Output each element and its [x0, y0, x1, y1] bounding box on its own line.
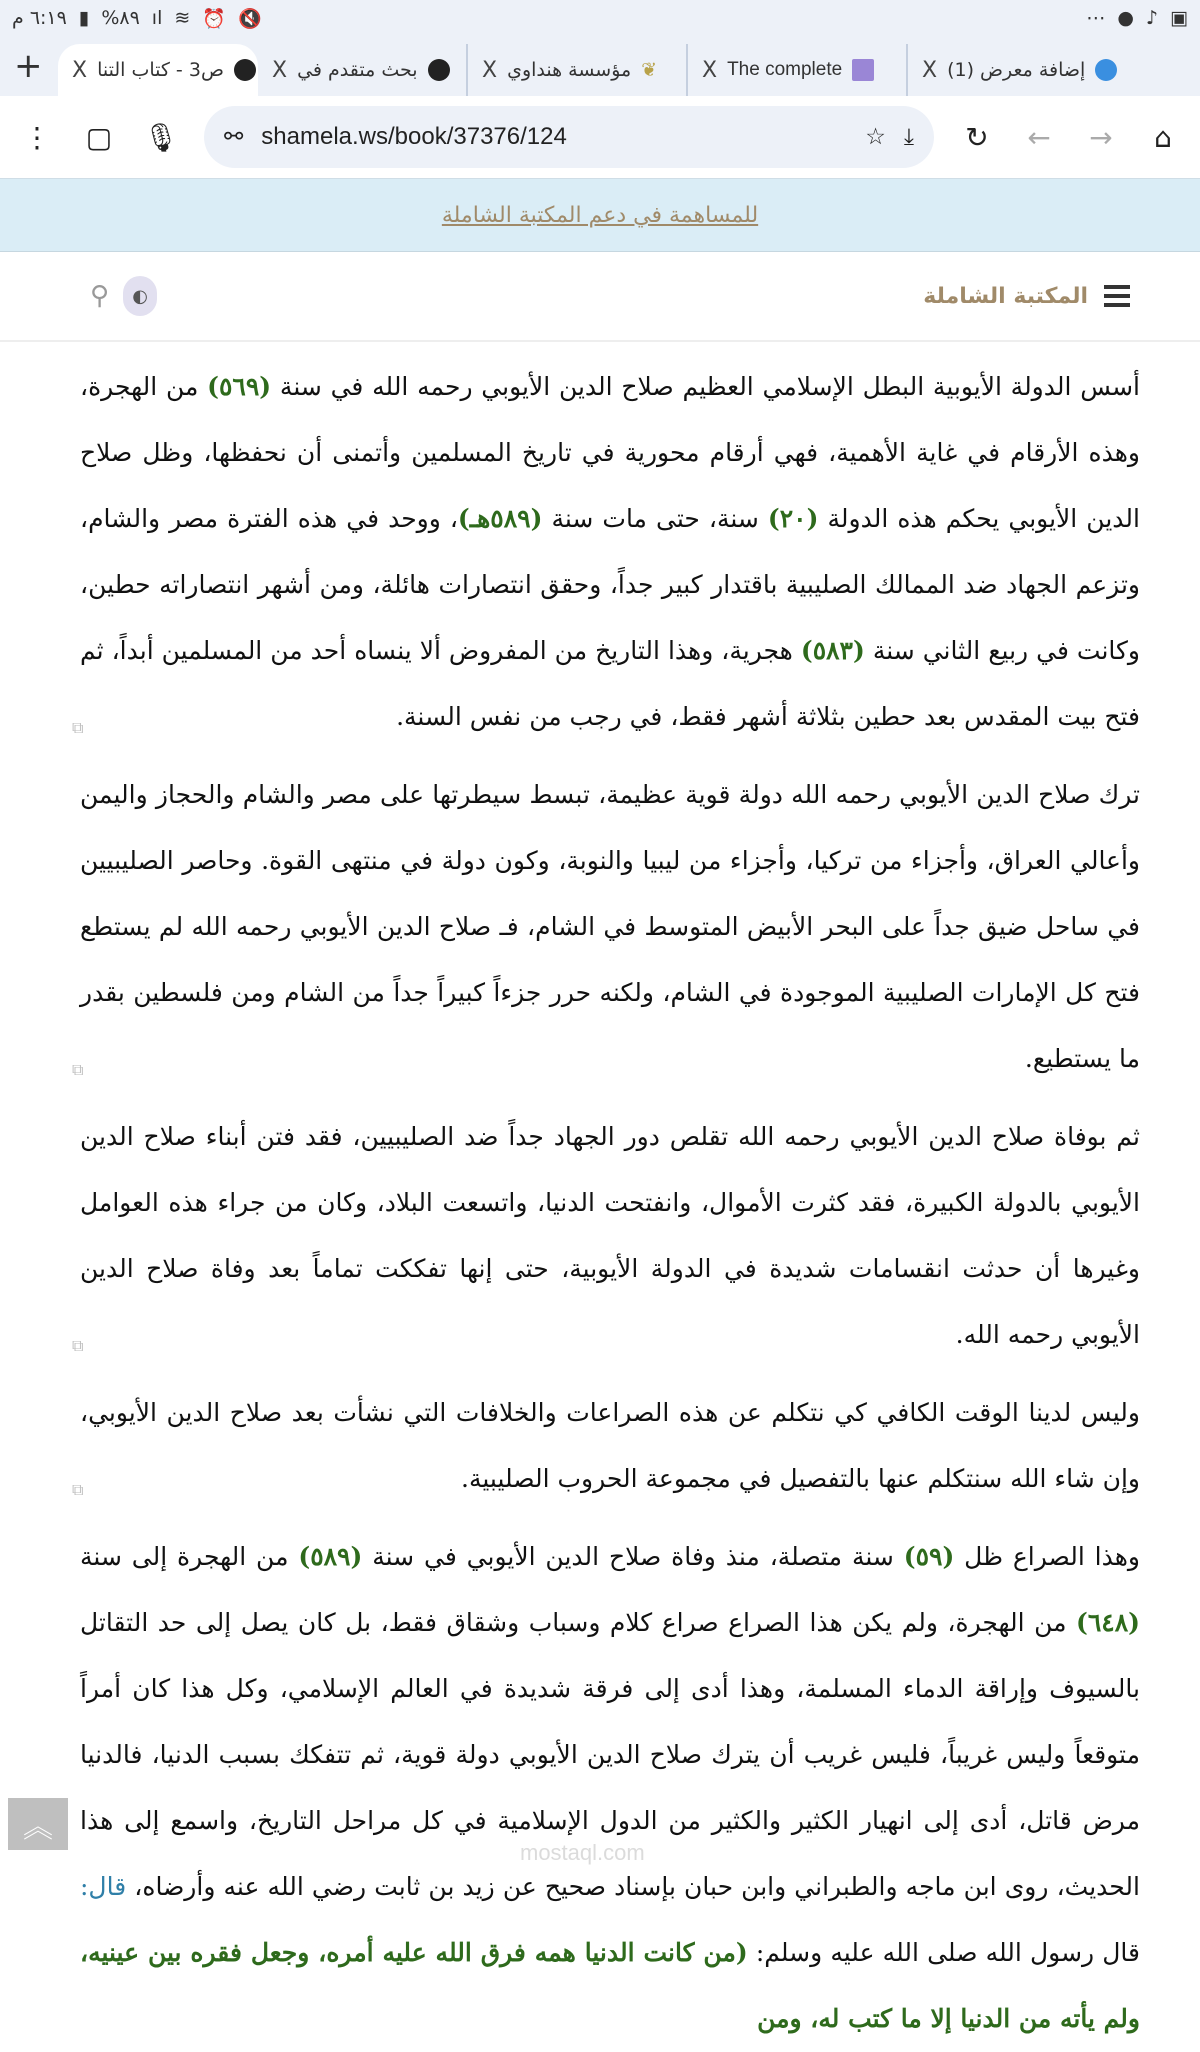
close-tab-icon[interactable]: X	[922, 57, 938, 83]
highlighted-text: (٦٤٨)	[1076, 1608, 1140, 1637]
support-banner	[0, 178, 1200, 252]
tab-label: مؤسسة هنداوي	[507, 59, 632, 81]
text-segment: هجرية، وهذا التاريخ من المفروض ألا ينساه أحد من المسلمين أبداً، ثم فتح بيت المقدس بعد حطين بثلاثة أشهر فقط، في رجب من نفس السنة.	[80, 636, 1140, 731]
tab-3[interactable]	[688, 44, 908, 96]
tab-label: ص3 - كتاب التنا	[97, 59, 224, 81]
tab-2[interactable]	[468, 44, 688, 96]
text-segment: سنة، حتى مات سنة	[542, 504, 768, 533]
close-tab-icon[interactable]: X	[482, 57, 498, 83]
text-segment: ، ووحد في هذه الفترة مصر والشام، وتزعم الجهاد ضد الممالك الصليبية باقتدار كبير جداً، وحقق انتصارات هائلة، ومن أشهر انتصاراته حطين، وكانت في ربيع الثاني سنة	[80, 504, 1140, 665]
copy-icon[interactable]: ⧉	[72, 1060, 84, 1079]
text-segment: قال رسول الله صلى الله عليه وسلم:	[747, 1938, 1140, 1967]
text-segment: سنة متصلة، منذ وفاة صلاح الدين الأيوبي في سنة	[362, 1542, 904, 1571]
bookmark-star-icon[interactable]: ☆	[865, 124, 886, 150]
site-favicon	[1095, 59, 1117, 81]
paragraph	[72, 762, 1140, 1092]
copy-icon[interactable]: ⧉	[72, 1336, 84, 1355]
highlighted-text: (٢٠)	[767, 504, 819, 533]
search-icon[interactable]: ⚲	[90, 281, 110, 311]
back-icon[interactable]: ←	[1027, 120, 1051, 154]
tiktok-icon: ♪	[1145, 7, 1159, 29]
reload-icon[interactable]: ↻	[965, 120, 989, 154]
wifi-icon: ≋	[174, 7, 191, 29]
browser-toolbar	[0, 96, 1200, 178]
paragraph-text	[80, 780, 1140, 1073]
text-segment: ترك صلاح الدين الأيوبي رحمه الله دولة قوية عظيمة، تبسط سيطرتها على مصر والشام والحجاز واليمن وأعالي العراق، وأجزاء من تركيا، وأجزاء من ليبيا والنوبة، وكون دولة في منتهى القوة. وحاصر الصليبيين في ساحل ضيق جداً على البحر الأبيض المتوسط في الشام، فـ صلاح الدين الأيوبي رحمه الله لم يستطع فتح كل الإمارات الصليبية الموجودة في الشام، ولكنه حرر جزءاً كبيراً جداً من الشام ومن فلسطين بقدر ما يستطيع.	[80, 780, 1140, 1073]
close-tab-icon[interactable]: X	[72, 57, 88, 83]
text-segment: من الهجرة إلى سنة	[80, 1542, 299, 1571]
text-segment: من الهجرة، وهذه الأرقام في غاية الأهمية، فهي أرقام محورية في تاريخ المسلمين وأتمنى أن نحفظها، وظل صلاح الدين الأيوبي يحكم هذه الدولة	[80, 372, 1140, 533]
paragraph-text	[80, 1542, 1140, 2033]
tab-label: (1) إضافة معرض	[947, 59, 1086, 81]
menu-icon[interactable]: ⋮	[23, 120, 51, 154]
paragraph-text	[80, 1398, 1140, 1493]
text-segment: من الهجرة، ولم يكن هذا الصراع صراع كلام وسباب وشقاق فقط، بل كان يصل إلى حد التقاتل بالسيوف وإراقة الدماء المسلمة، وهذا أدى إلى فرقة شديدة في العالم الإسلامي، وكل هذا كان أمراً متوقعاً وليس غريباً، فليس غريب أن يترك صلاح الدين الأيوبي دولة قوية، ثم تتفكك بسبب الدنيا، فالدنيا مرض قاتل، أدى إلى انهيار الكثير والكثير من الدول الإسلامية في كل مراحل التاريخ، واسمع إلى هذا الحديث، روى ابن ماجه والطبراني وابن حبان بإسناد صحيح عن زيد بن ثابت رضي الله عنه وأرضاه،	[80, 1608, 1140, 1901]
tab-strip	[0, 36, 1200, 96]
scroll-to-top-button[interactable]: ︽	[8, 1798, 68, 1850]
copy-icon[interactable]: ⧉	[72, 1480, 84, 1499]
tab-label: بحث متقدم في	[297, 59, 418, 81]
download-icon[interactable]: ⤓	[903, 124, 914, 150]
copy-icon[interactable]: ⧉	[72, 718, 84, 737]
text-segment: ثم بوفاة صلاح الدين الأيوبي رحمه الله تقلص دور الجهاد جداً ضد الصليبيين، فقد فتن أبناء صلاح الدين الأيوبي بالدولة الكبيرة، فقد كثرت الأموال، وانفتحت الدنيا، واتسعت البلاد، وكان من جراء هذه العوامل وغيرها أن حدثت انقسامات شديدة في الدولة الأيوبية، حتى إنها تفككت تماماً بعد وفاة صلاح الدين الأيوبي رحمه الله.	[80, 1122, 1140, 1349]
mute-icon: 🔇	[237, 7, 262, 30]
status-bar	[0, 0, 1200, 36]
forward-icon[interactable]: →	[1089, 120, 1113, 154]
mic-icon[interactable]: 🎙	[143, 120, 179, 154]
paragraph	[72, 354, 1140, 750]
gallery-icon: ▣	[1170, 7, 1188, 29]
signal-icon: ıl	[151, 7, 163, 29]
paragraph	[80, 1524, 1140, 2052]
link-text[interactable]: قال:	[80, 1872, 127, 1901]
tab-switcher-icon[interactable]: ▢	[85, 120, 113, 154]
new-tab-button[interactable]: +	[14, 46, 43, 86]
book-icon	[852, 59, 874, 81]
text-segment: وليس لدينا الوقت الكافي كي نتكلم عن هذه الصراعات والخلافات التي نشأت بعد صلاح الدين الأيوبي، وإن شاء الله سنتكلم عنها بالتفصيل في مجموعة الحروب الصليبية.	[80, 1398, 1140, 1493]
highlighted-text: (من كانت الدنيا همه فرق الله عليه أمره، وجعل فقره بين عينيه، ولم يأته من الدنيا إلا ما كتب له، ومن	[80, 1938, 1140, 2033]
close-tab-icon[interactable]: X	[272, 57, 288, 83]
tab-4[interactable]	[908, 44, 1138, 96]
battery-icon: ▮	[78, 7, 90, 29]
address-bar[interactable]	[204, 106, 934, 168]
book-content	[0, 342, 1200, 2052]
highlighted-text: (٥٨٩)	[298, 1542, 363, 1571]
highlighted-text: (٥٦٩)	[207, 372, 272, 401]
tab-1[interactable]	[258, 44, 468, 96]
site-settings-icon[interactable]: ⚯	[224, 124, 244, 150]
support-link[interactable]: للمساهمة في دعم المكتبة الشاملة	[441, 202, 759, 228]
highlighted-text: (٥٨٣)	[800, 636, 865, 665]
home-icon[interactable]: ⌂	[1154, 120, 1172, 154]
clock: ٦:١٩ م	[12, 7, 67, 29]
battery-level: %٨٩	[101, 7, 140, 29]
highlighted-text: (٥٨٩هـ)	[457, 504, 543, 533]
hamburger-menu-icon[interactable]	[1104, 285, 1130, 307]
url-text[interactable]: shamela.ws/book/37376/124	[261, 123, 567, 150]
alarm-icon: ⏰	[202, 7, 226, 30]
site-title[interactable]: المكتبة الشاملة	[923, 283, 1088, 309]
paragraph-text	[80, 372, 1140, 731]
tab-label: The complete	[727, 59, 843, 80]
globe-icon	[428, 59, 450, 81]
site-header	[0, 252, 1200, 342]
theme-toggle-icon[interactable]: ◐	[123, 276, 157, 316]
more-notifications-icon: ⋯	[1086, 7, 1106, 29]
hindawi-logo-icon: ❦	[641, 59, 658, 81]
watermark: mostaql.com	[520, 1840, 645, 1865]
paragraph	[72, 1380, 1140, 1512]
globe-icon	[234, 59, 256, 81]
site-brand[interactable]	[923, 284, 1130, 309]
paragraph-text	[80, 1122, 1140, 1349]
text-segment: أسس الدولة الأيوبية البطل الإسلامي العظيم صلاح الدين الأيوبي رحمه الله في سنة	[271, 372, 1140, 401]
messenger-icon: ●	[1117, 7, 1134, 29]
tab-0[interactable]	[58, 44, 258, 96]
paragraph	[72, 1104, 1140, 1368]
text-segment: وهذا الصراع ظل	[954, 1542, 1140, 1571]
close-tab-icon[interactable]: X	[702, 57, 718, 83]
highlighted-text: (٥٩)	[903, 1542, 955, 1571]
